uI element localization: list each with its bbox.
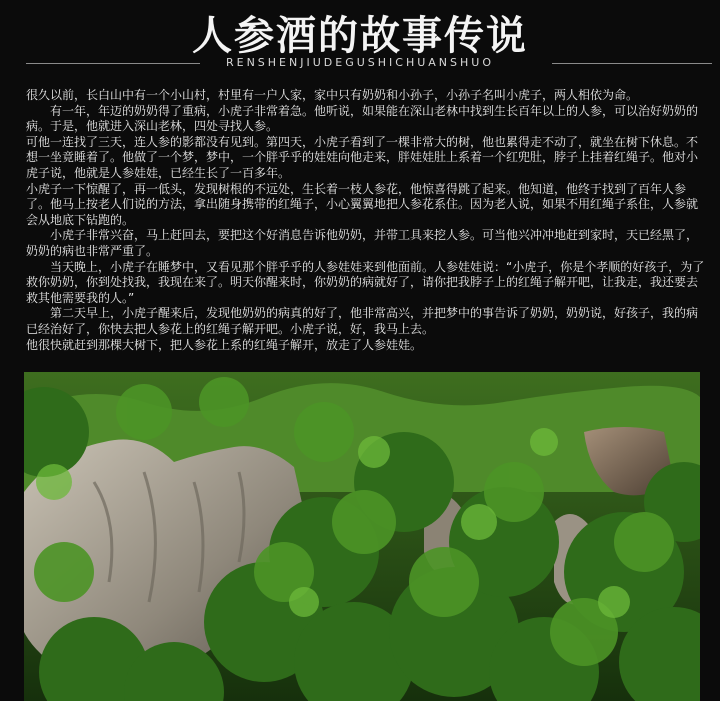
title-pinyin: RENSHENJIUDEGUSHICHUANSHUO: [225, 56, 494, 69]
story-paragraph: 小虎子非常兴奋，马上赶回去，要把这个好消息告诉他奶奶，并带工具来挖人参。可当他兴冲冲地赶到家时，天已经黑了，奶奶的病也非常严重了。: [26, 228, 699, 258]
story-paragraph: 第二天早上，小虎子醒来后，发现他奶奶的病真的好了，他非常高兴，并把梦中的事告诉了奶奶，奶奶说，好孩子，我的病已经治好了，你快去把人参花上的红绳子解开吧。小虎子说，好，我马上去。: [26, 306, 699, 336]
story-paragraph: 小虎子一下惊醒了，再一低头，发现树根的不远处，生长着一枝人参花，他惊喜得跳了起来。他知道，他终于找到了百年人参了。他马上按老人们说的方法，拿出随身携带的红绳子，小心翼翼地把人参花系住。因为老人说，如果不用红绳子系住，人参就会从地底下钻跑的。: [26, 181, 699, 227]
story-text: [26, 88, 706, 353]
forest-canyon-photo: [24, 372, 700, 701]
story-paragraph: 很久以前，长白山中有一个小山村，村里有一户人家，家中只有奶奶和小孙子，小孙子名叫小虎子，两人相依为命。: [26, 88, 639, 102]
story-paragraph: 可他一连找了三天，连人参的影都没有见到。第四天，小虎子看到了一棵非常大的树，他也累得走不动了，就坐在树下休息。不想一坐竟睡着了。他做了一个梦，梦中，一个胖乎乎的娃娃向他走来，胖娃娃肚上系着一个红兜肚，脖子上挂着红绳子。他对小虎子说，他就是人参娃娃，已经生长了一百多年。: [26, 134, 699, 180]
page-title: 人参酒的故事传说: [192, 12, 528, 59]
story-paragraph: 他很快就赶到那棵大树下，把人参花上系的红绳子解开，放走了人参娃娃。: [26, 337, 423, 352]
title-divider-right: [552, 63, 712, 64]
story-paragraph: 有一年，年迈的奶奶得了重病，小虎子非常着急。他听说，如果能在深山老林中找到生长百年以上的人参，可以治好奶奶的病。于是，他就进入深山老林，四处寻找人参。: [26, 103, 699, 134]
story-paragraph: 当天晚上，小虎子在睡梦中，又看见那个胖乎乎的人参娃娃来到他面前。人参娃娃说：“小虎子，你是个孝顺的好孩子，为了救你奶奶，你到处找我，我现在来了。明天你醒来时，你奶奶的病就好了，请你把我脖子上的红绳子解开吧，让我走，我还要去救其他需要我的人。”: [26, 259, 705, 305]
